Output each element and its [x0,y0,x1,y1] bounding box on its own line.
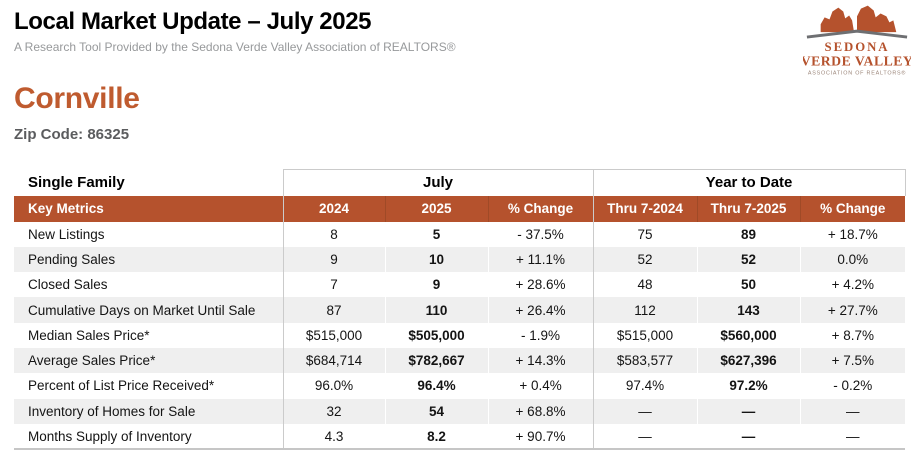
logo-text-verde-valley: VERDE VALLEY [803,53,911,69]
table-row-average-sales-price [14,348,905,373]
cell-july-2025: 5 [385,222,488,247]
cell-july-change: + 28.6% [488,272,593,297]
metric-label: Pending Sales [28,251,116,267]
col-ytd-pct-change: % Change [800,196,905,222]
report-header [0,0,919,54]
metric-label: Cumulative Days on Market Until Sale [28,302,256,318]
cell-ytd-change: — [800,399,905,424]
metric-label: Months Supply of Inventory [14,424,283,449]
cell-ytd-2025: 50 [697,272,800,297]
metric-label: Closed Sales [28,277,108,293]
table-row-pending-sales [14,247,905,272]
cell-ytd-2024: 52 [593,247,697,272]
cell-july-change: + 0.4% [488,373,593,398]
table-row-pct-list-price-received [14,373,905,398]
cell-ytd-2024: 112 [593,297,697,322]
cell-ytd-2025: $560,000 [697,323,800,348]
cell-ytd-change: 0.0% [800,247,905,272]
zip-code-label: Zip Code: 86325 [14,126,130,143]
cell-ytd-2024: 75 [593,222,697,247]
report-title: Local Market Update – July 2025 [14,8,372,35]
table-row-cumulative-days [14,297,905,322]
group-header-year-to-date: Year to Date [593,170,905,196]
cell-ytd-change: + 4.2% [800,272,905,297]
logo-text-sedona: SEDONA [824,39,890,54]
cell-july-change: - 1.9% [488,323,593,348]
cell-july-2024: 87 [283,297,385,322]
cell-july-2024: 8 [283,222,385,247]
cell-july-change: + 11.1% [488,247,593,272]
cell-july-2025: 96.4% [385,373,488,398]
cell-july-2025: $782,667 [385,348,488,373]
cell-july-2025: 110 [385,297,488,322]
cell-july-change: + 14.3% [488,348,593,373]
cell-ytd-2024: — [593,424,697,449]
cell-july-change: - 37.5% [488,222,593,247]
group-header-row [14,170,905,196]
cell-ytd-2024: $515,000 [593,323,697,348]
cell-ytd-change: + 7.5% [800,348,905,373]
cell-ytd-change: + 27.7% [800,297,905,322]
logo-text-association: ASSOCIATION OF REALTORS® [807,70,907,77]
cell-july-2024: $684,714 [283,348,385,373]
cell-ytd-change: - 0.2% [800,373,905,398]
col-july-pct-change: % Change [488,196,593,222]
cell-july-2024: $515,000 [283,323,385,348]
cell-july-2024: 7 [283,272,385,297]
metric-label: New Listings [28,226,105,242]
cell-ytd-2025: 89 [697,222,800,247]
col-thru-7-2024: Thru 7-2024 [593,196,697,222]
col-key-metrics: Key Metrics [14,196,283,222]
cell-ytd-2025: — [697,399,800,424]
metric-label: Median Sales Price* [28,327,150,343]
metric-label: Percent of List Price Received* [28,378,215,394]
cell-july-2024: 32 [283,399,385,424]
association-logo [803,2,911,78]
cell-july-2024: 96.0% [283,373,385,398]
cell-july-2025: 8.2 [385,424,488,449]
cell-july-change: + 68.8% [488,399,593,424]
metric-label: Inventory of Homes for Sale [28,403,196,419]
table-row-months-supply [14,424,905,449]
cell-ytd-2025: 52 [697,247,800,272]
cell-ytd-2025: 143 [697,297,800,322]
cell-ytd-change: + 18.7% [800,222,905,247]
cell-ytd-2024: $583,577 [593,348,697,373]
red-rocks-logo-icon [803,2,911,78]
area-title: Cornville [14,82,140,115]
report-subtitle: A Research Tool Provided by the Sedona Verde Valley Association of REALTORS® [14,40,456,54]
metrics-table [14,169,906,450]
cell-july-2024: 4.3 [283,424,385,449]
table-row-closed-sales [14,272,905,297]
table-row-new-listings [14,222,905,247]
column-header-row [14,196,905,222]
table-row-inventory-of-homes [14,399,905,424]
cell-july-2025: 54 [385,399,488,424]
cell-ytd-2025: — [697,424,800,449]
col-july-2025: 2025 [385,196,488,222]
cell-july-2024: 9 [283,247,385,272]
section-title: Single Family [14,170,283,196]
cell-july-2025: 10 [385,247,488,272]
table-row-median-sales-price [14,323,905,348]
cell-ytd-change: + 8.7% [800,323,905,348]
cell-ytd-change: — [800,424,905,449]
col-thru-7-2025: Thru 7-2025 [697,196,800,222]
cell-july-2025: 9 [385,272,488,297]
cell-ytd-2024: — [593,399,697,424]
cell-ytd-2025: 97.2% [697,373,800,398]
group-header-july: July [283,170,593,196]
cell-ytd-2024: 97.4% [593,373,697,398]
cell-july-2025: $505,000 [385,323,488,348]
metric-label: Average Sales Price* [28,353,156,369]
cell-july-change: + 26.4% [488,297,593,322]
cell-ytd-2025: $627,396 [697,348,800,373]
col-july-2024: 2024 [283,196,385,222]
cell-ytd-2024: 48 [593,272,697,297]
cell-july-change: + 90.7% [488,424,593,449]
